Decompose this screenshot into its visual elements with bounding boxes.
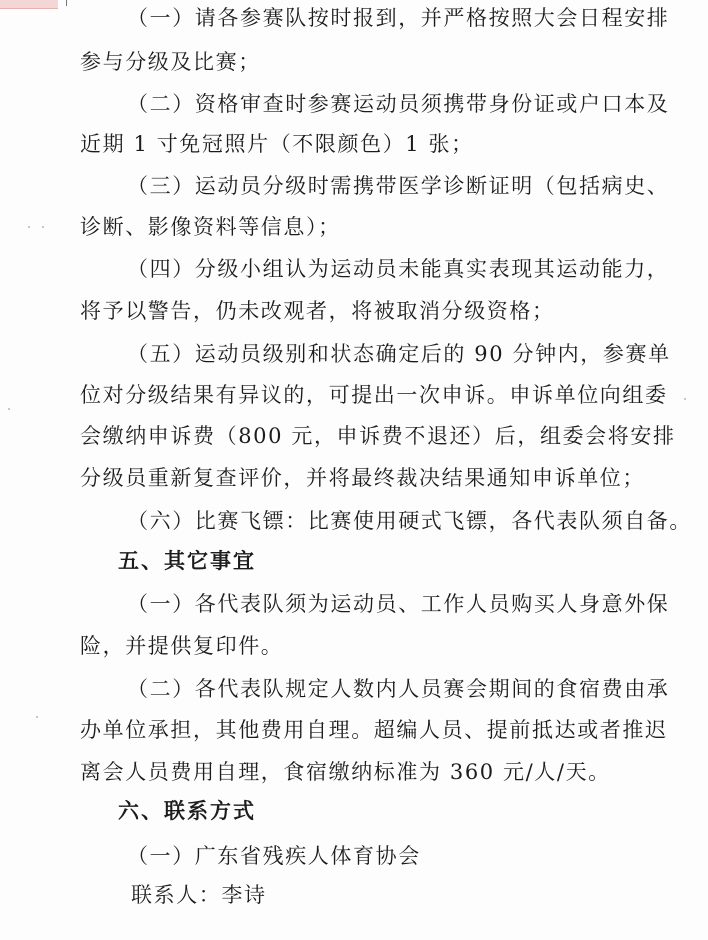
- section-heading-contact: 六、联系方式: [118, 798, 256, 823]
- line-contact-org: （一）广东省残疾人体育协会: [127, 844, 421, 868]
- line-rule-5-end: 分级员重新复查评价，并将最终裁决结果通知申诉单位；: [80, 466, 645, 490]
- scan-speck: [28, 226, 30, 228]
- highlight-mark: [0, 0, 58, 9]
- line-rule-3-start: （三）运动员分级时需携带医学诊断证明（包括病史、: [127, 174, 670, 198]
- line-rule-4-start: （四）分级小组认为运动员未能真实表现其运动能力，: [127, 257, 670, 281]
- section-heading-other-matters: 五、其它事宜: [118, 548, 256, 573]
- line-rule-5-start: （五）运动员级别和状态确定后的 90 分钟内，参赛单: [127, 342, 671, 366]
- line-rule-2-end: 近期 1 寸免冠照片（不限颜色）1 张；: [80, 132, 474, 156]
- scan-speck: [684, 398, 686, 400]
- line-other-2-end: 离会人员费用自理，食宿缴纳标准为 360 元/人/天。: [80, 760, 611, 784]
- line-rule-5-cont-2: 会缴纳申诉费（800 元，申诉费不退还）后，组委会将安排: [80, 424, 676, 448]
- line-rule-4-end: 将予以警告，仍未改观者，将被取消分级资格；: [80, 299, 555, 323]
- scan-speck: [36, 716, 38, 718]
- cursor-mark: [66, 0, 67, 6]
- scan-speck: [8, 408, 10, 410]
- line-rule-3-end: 诊断、影像资料等信息）；: [80, 215, 341, 239]
- line-rule-1-start: （一）请各参赛队按时报到，并严格按照大会日程安排: [127, 6, 670, 30]
- line-rule-5-cont-1: 位对分级结果有异议的，可提出一次申诉。申诉单位向组委: [80, 383, 668, 407]
- line-rule-6: （六）比赛飞镖：比赛使用硬式飞镖，各代表队须自备。: [127, 509, 692, 533]
- line-contact-person: 联系人：李诗: [131, 883, 267, 907]
- line-rule-2-start: （二）资格审查时参赛运动员须携带身份证或户口本及: [127, 92, 670, 116]
- line-other-1-end: 险，并提供复印件。: [80, 634, 284, 658]
- line-other-2-cont: 办单位承担，其他费用自理。超编人员、提前抵达或者推迟: [80, 718, 668, 742]
- scan-speck: [42, 226, 44, 228]
- line-other-1-start: （一）各代表队须为运动员、工作人员购买人身意外保: [127, 592, 670, 616]
- line-rule-1-end: 参与分级及比赛；: [80, 50, 261, 74]
- line-other-2-start: （二）各代表队规定人数内人员赛会期间的食宿费由承: [127, 677, 670, 701]
